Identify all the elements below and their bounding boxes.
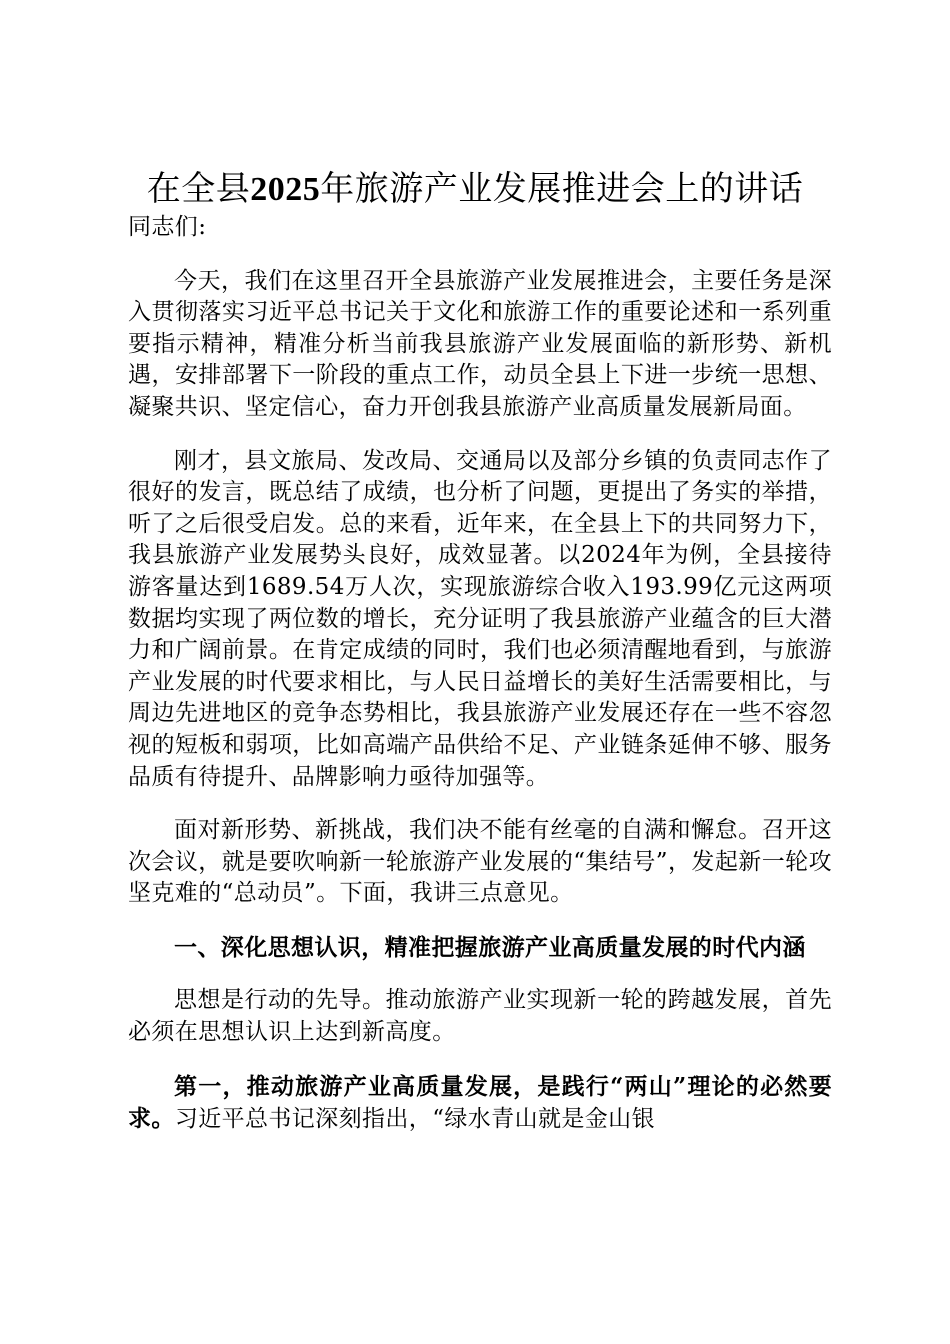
section-heading-1: 一、深化思想认识，精准把握旅游产业高质量发展的时代内涵 xyxy=(174,933,806,961)
title-suffix: 年旅游产业发展推进会上的讲话 xyxy=(320,169,804,209)
document-title xyxy=(60,166,890,213)
paragraph-thought: 思想是行动的先导。推动旅游产业实现新一轮的跨越发展，首先必须在思想认识上达到新高度。 xyxy=(128,987,832,1046)
paragraph-point-1 xyxy=(128,1071,832,1136)
point-1-text: 习近平总书记深刻指出，“绿水青山就是金山银 xyxy=(174,1106,655,1133)
salutation: 同志们: xyxy=(128,214,207,240)
title-prefix: 在全县 xyxy=(146,169,251,209)
document-body xyxy=(128,208,832,1136)
paragraph-intro: 今天，我们在这里召开全县旅游产业发展推进会，主要任务是深入贯彻落实习近平总书记关于文化和旅游工作的重要论述和一系列重要指示精神，精准分析当前我县旅游产业发展面临的新形势、新机遇，安排部署下一阶段的重点工作，动员全县上下进一步统一思想、凝聚共识、坚定信心，奋力开创我县旅游产业高质量发展新局面。 xyxy=(128,267,832,420)
title-year: 2025 xyxy=(250,171,321,208)
paragraph-mobilization: 面对新形势、新挑战，我们决不能有丝毫的自满和懈怠。召开这次会议，就是要吹响新一轮旅游产业发展的“集结号”，发起新一轮攻坚克难的“总动员”。下面，我讲三点意见。 xyxy=(128,817,832,907)
point-1-lead: 第一，推动旅游产业高质量发展，是践行“两山”理论的必然要求。 xyxy=(128,1072,832,1133)
paragraph-achievements: 刚才，县文旅局、发改局、交通局以及部分乡镇的负责同志作了很好的发言，既总结了成绩，也分析了问题，更提出了务实的举措，听了之后很受启发。总的来看，近年来，在全县上下的共同努力下，我县旅游产业发展势头良好，成效显著。以2024年为例，全县接待游客量达到1689.54万人次，实现旅游综合收入193.99亿元这两项数据均实现了两位数的增长，充分证明了我县旅游产业蕴含的巨大潜力和广阔前景。在肯定成绩的同时，我们也必须清醒地看到，与旅游产业发展的时代要求相比，与人民日益增长的美好生活需要相比，与周边先进地区的竞争态势相比，我县旅游产业发展还存在一些不容忽视的短板和弱项，比如高端产品供给不足、产业链条延伸不够、服务品质有待提升、品牌影响力亟待加强等。 xyxy=(128,447,832,790)
